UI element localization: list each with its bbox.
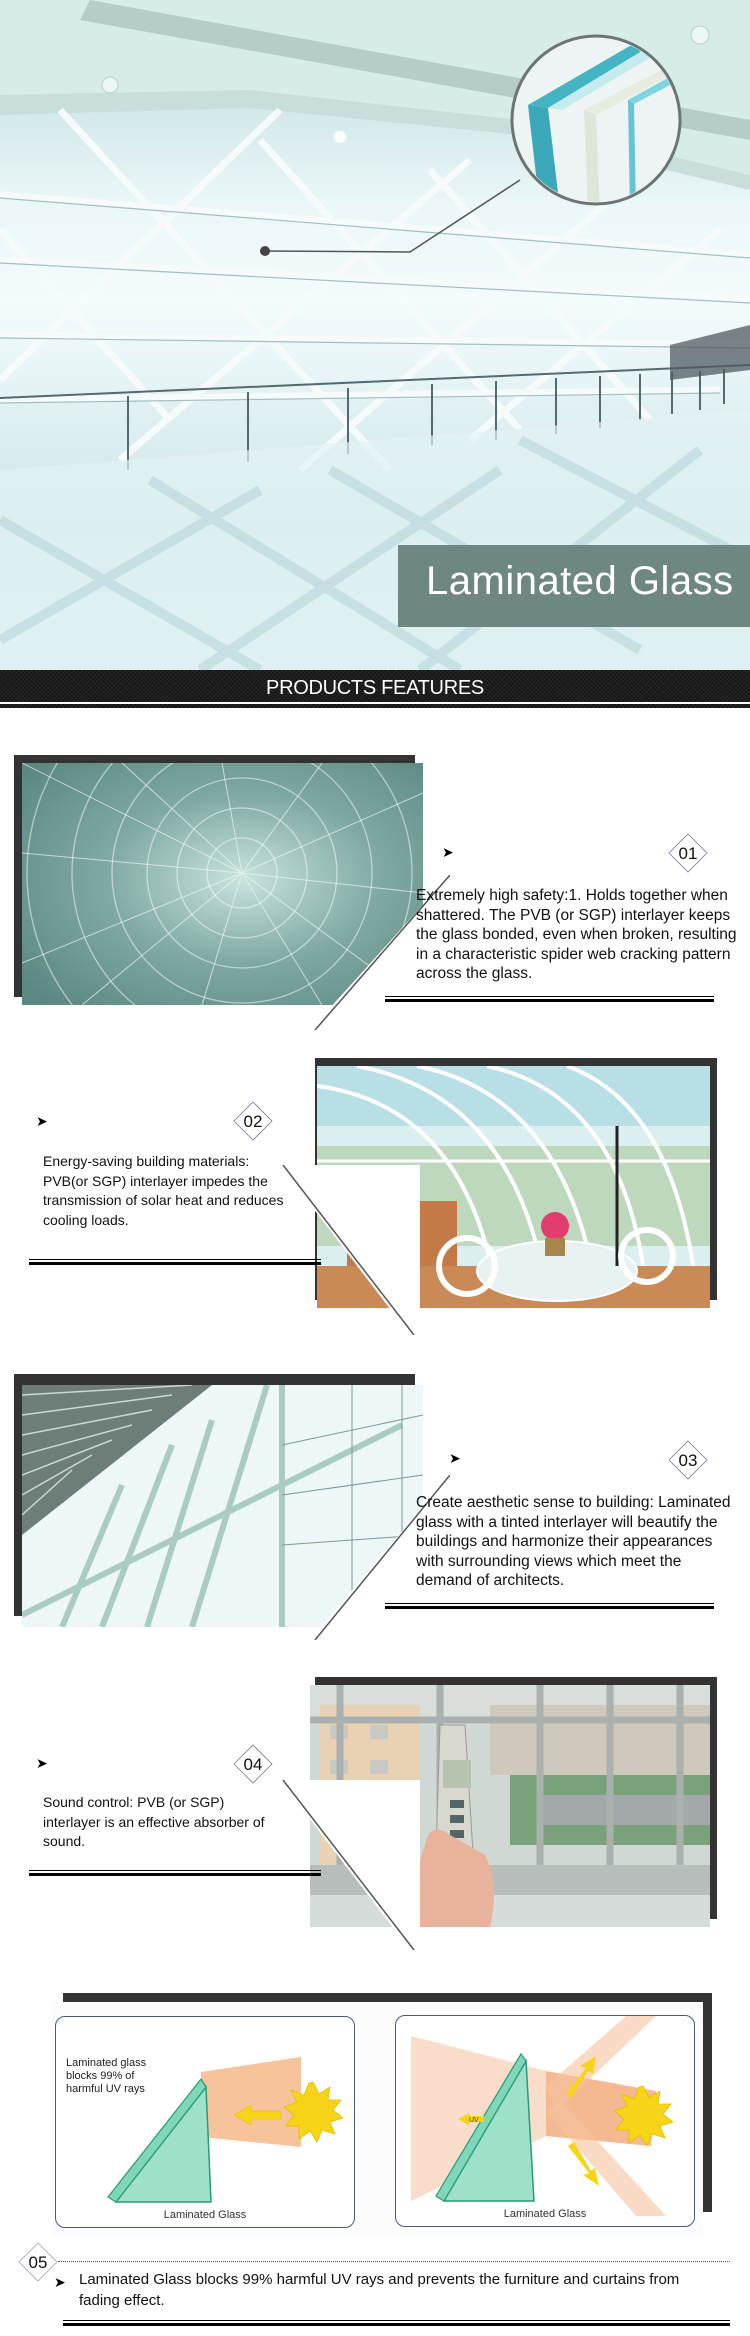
feature-description: Energy-saving building materials: PVB(or SGP) interlayer impedes the transmission of solar heat and reduces cooling loads. xyxy=(43,1153,284,1228)
bullet-arrow-icon: ➤ xyxy=(36,1755,48,1771)
hero-banner xyxy=(0,0,750,670)
double-rule xyxy=(385,996,714,1002)
number-badge-01: 01 xyxy=(668,833,708,873)
products-features-banner xyxy=(0,670,750,708)
number-badge-02: 02 xyxy=(233,1101,273,1141)
bullet-arrow-icon: ➤ xyxy=(442,844,454,860)
dotted-separator xyxy=(58,2261,730,2262)
product-title-box xyxy=(398,545,750,627)
diagonal-divider xyxy=(280,1165,420,1335)
uv-description: Laminated Glass blocks 99% harmful UV rays and prevents the furniture and curtains from fading effect. xyxy=(79,2271,680,2309)
double-rule xyxy=(385,1603,714,1609)
image-frame-top xyxy=(63,1993,712,2002)
diagonal-divider xyxy=(280,1780,420,1950)
feature-description: Extremely high safety:1. Holds together when shattered. The PVB (or SGP) interlayer keeps the glass bonded, even when broken, resulting in a characteristic spider web cracking pattern across the glass. xyxy=(416,887,737,982)
svg-text:UV: UV xyxy=(469,2117,479,2124)
double-rule xyxy=(63,2320,730,2326)
image-frame-right xyxy=(703,1993,712,2212)
bullet-arrow-icon: ➤ xyxy=(36,1113,48,1129)
uv-diagram-left xyxy=(55,2016,355,2228)
number-badge-03: 03 xyxy=(668,1440,708,1480)
banner-divider xyxy=(0,702,750,704)
bullet-arrow-icon: ➤ xyxy=(449,1450,461,1466)
diagram-caption: Laminated Glass xyxy=(163,2209,247,2221)
number-badge-04: 04 xyxy=(233,1744,273,1784)
uv-block-note: Laminated glass blocks 99% of harmful UV rays xyxy=(66,2057,147,2095)
diagram-caption: Laminated Glass xyxy=(503,2208,587,2220)
bullet-arrow-icon: ➤ xyxy=(54,2274,66,2290)
number-badge-05: 05 xyxy=(18,2242,58,2282)
uv-diagram-right xyxy=(395,2015,695,2227)
feature-description: Sound control: PVB (or SGP) interlayer is an effective absorber of sound. xyxy=(43,1794,265,1849)
feature-description: Create aesthetic sense to building: Laminated glass with a tinted interlayer will beautify the buildings and harmonize their appearances with surrounding views which meet the demand of architects. xyxy=(416,1494,731,1589)
double-rule xyxy=(29,1259,321,1265)
double-rule xyxy=(29,1870,321,1876)
banner-title: PRODUCTS FEATURES xyxy=(266,677,484,699)
product-title: Laminated Glass xyxy=(426,559,734,603)
